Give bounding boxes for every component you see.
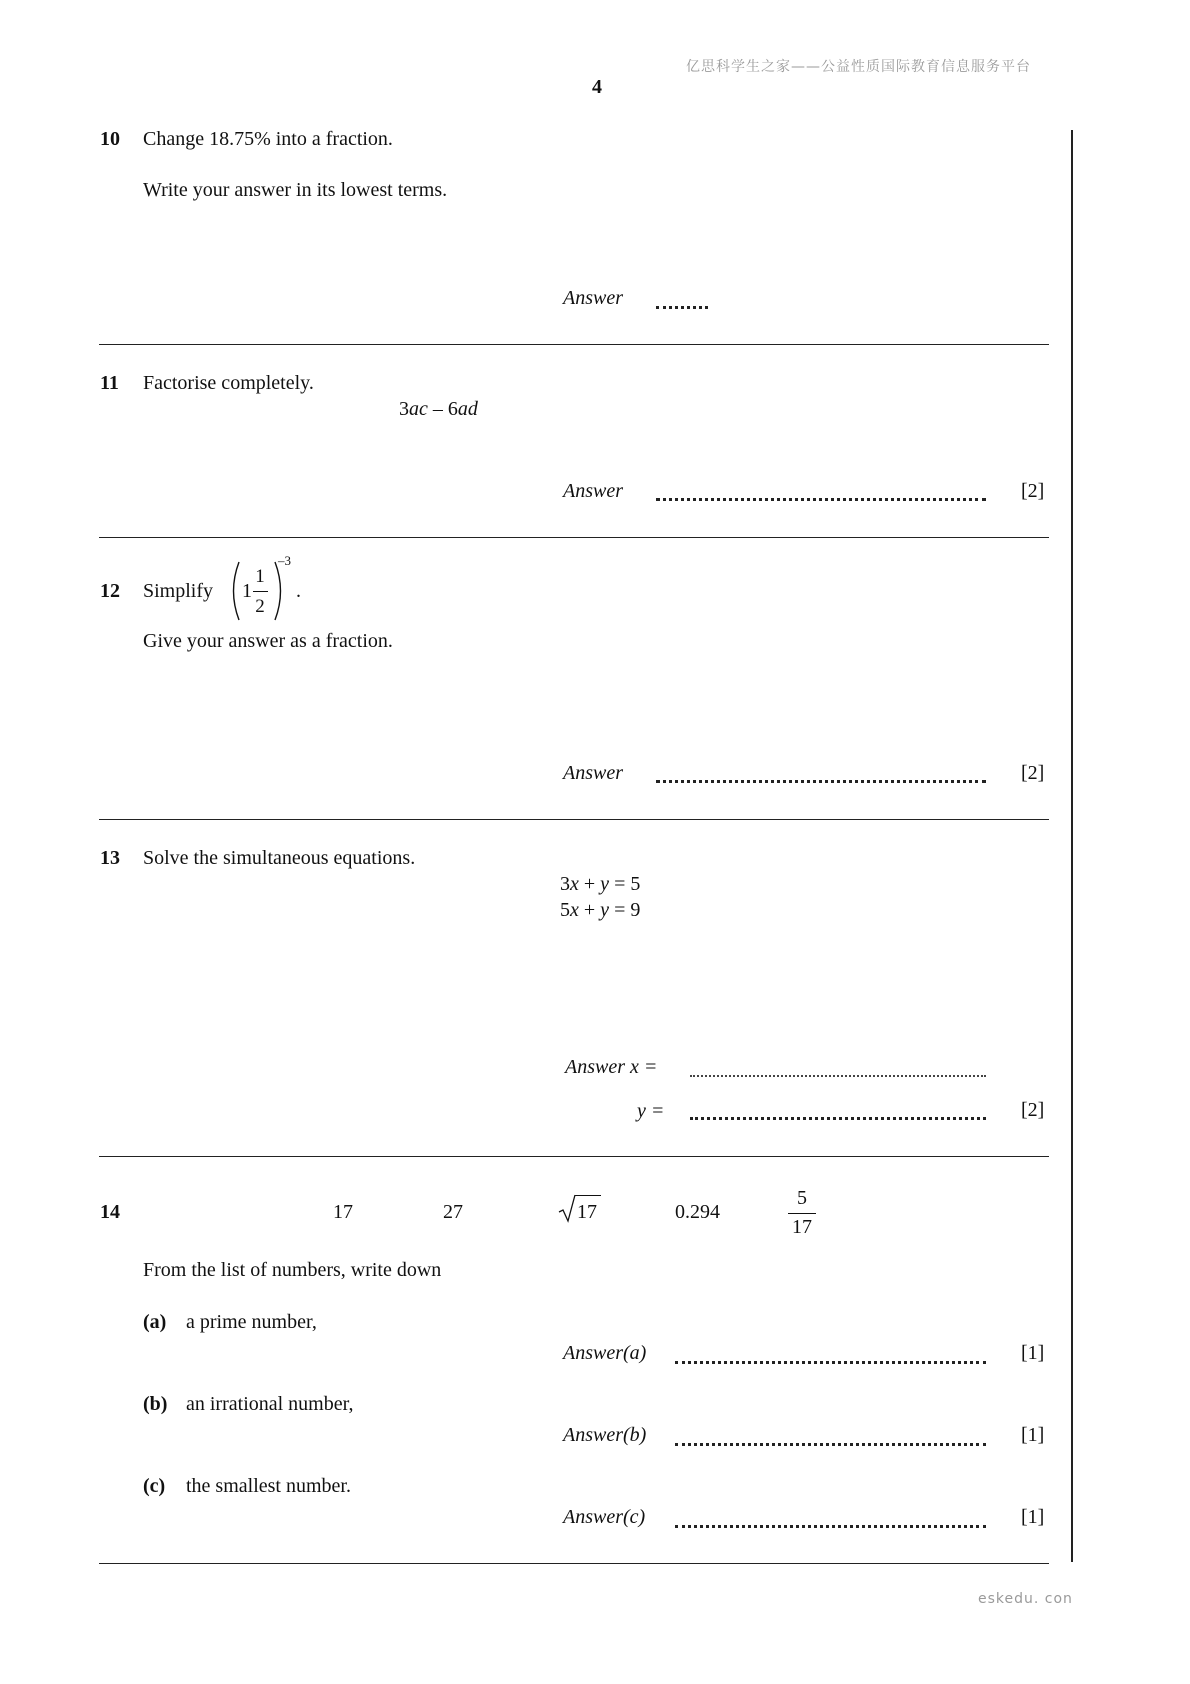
equation-1: 3x + y = 5 <box>560 873 641 895</box>
question-11-answer-line[interactable] <box>656 498 986 501</box>
question-10-number: 10 <box>100 128 120 150</box>
part-a-text: a prime number, <box>186 1311 317 1333</box>
radical-bar <box>575 1195 601 1196</box>
expr-term-ad: ad <box>457 398 478 420</box>
question-12-number: 12 <box>100 580 120 602</box>
question-13-instruction: Solve the simultaneous equations. <box>143 847 416 869</box>
expr-minus: – 6 <box>427 398 458 420</box>
question-10-answer-label: Answer <box>563 287 623 309</box>
fraction-denominator: 17 <box>792 1216 812 1238</box>
period: . <box>296 580 301 602</box>
question-12-answer-label: Answer <box>563 762 623 784</box>
divider <box>99 1563 1049 1564</box>
margin-line <box>1071 130 1073 1562</box>
part-b-answer-label: Answer(b) <box>563 1424 647 1446</box>
expr-coefficient: 3 <box>399 398 409 420</box>
question-10-instruction: Write your answer in its lowest terms. <box>143 179 448 201</box>
question-12-instruction: Simplify <box>143 580 214 602</box>
footer-watermark: eskedu. con <box>978 1591 1073 1607</box>
radical-sign-icon <box>557 1194 577 1224</box>
exponent: –3 <box>278 553 291 568</box>
list-number-27: 27 <box>443 1201 463 1223</box>
question-12-marks: [2] <box>1021 762 1045 784</box>
part-c-letter: (c) <box>143 1475 166 1497</box>
part-a-marks: [1] <box>1021 1342 1045 1364</box>
page-number: 4 <box>592 76 602 98</box>
expr-term-ac: ac <box>409 398 428 420</box>
part-b-answer-line[interactable] <box>675 1443 986 1446</box>
part-a-answer-label: Answer(a) <box>563 1342 647 1364</box>
fraction-denominator: 2 <box>255 596 265 617</box>
question-12-answer-line[interactable] <box>656 780 986 783</box>
question-10-text: Change 18.75% into a fraction. <box>143 128 393 150</box>
question-14-instruction: From the list of numbers, write down <box>143 1259 442 1281</box>
list-number-decimal: 0.294 <box>675 1201 720 1223</box>
part-b-letter: (b) <box>143 1393 168 1415</box>
question-11-marks: [2] <box>1021 480 1045 502</box>
part-c-answer-line[interactable] <box>675 1525 986 1528</box>
fraction-bar <box>253 591 268 592</box>
part-a-answer-line[interactable] <box>675 1361 986 1364</box>
part-c-answer-label: Answer(c) <box>563 1506 646 1528</box>
header-watermark: 亿思科学生之家——公益性质国际教育信息服务平台 <box>686 59 1031 75</box>
question-13-answer-x-label: Answer x = <box>565 1056 658 1078</box>
question-10-answer-line[interactable] <box>656 306 708 309</box>
fraction-bar <box>788 1213 816 1214</box>
question-13-answer-x-line[interactable] <box>690 1075 986 1077</box>
question-13-number: 13 <box>100 847 120 869</box>
list-number-17: 17 <box>333 1201 353 1223</box>
divider <box>99 344 1049 345</box>
fraction-numerator: 1 <box>255 566 265 587</box>
list-number-fraction <box>788 1187 816 1239</box>
part-c-marks: [1] <box>1021 1506 1045 1528</box>
question-14-number: 14 <box>100 1201 120 1223</box>
equation-2: 5x + y = 9 <box>560 899 641 921</box>
radicand: 17 <box>577 1201 597 1223</box>
question-12-instruction-2: Give your answer as a fraction. <box>143 630 393 652</box>
question-11-instruction: Factorise completely. <box>143 372 314 394</box>
part-b-text: an irrational number, <box>186 1393 354 1415</box>
mixed-whole: 1 <box>242 580 252 602</box>
question-13-answer-y-line[interactable] <box>690 1117 986 1120</box>
question-13-marks: [2] <box>1021 1099 1045 1121</box>
fraction-numerator: 5 <box>797 1187 807 1209</box>
part-b-marks: [1] <box>1021 1424 1045 1446</box>
part-a-letter: (a) <box>143 1311 167 1333</box>
question-13-answer-y-label: y = <box>637 1100 665 1122</box>
divider <box>99 1156 1049 1157</box>
question-11-number: 11 <box>100 372 119 394</box>
divider <box>99 819 1049 820</box>
question-11-answer-label: Answer <box>563 480 623 502</box>
part-c-text: the smallest number. <box>186 1475 351 1497</box>
divider <box>99 537 1049 538</box>
question-11-expression <box>399 398 478 421</box>
